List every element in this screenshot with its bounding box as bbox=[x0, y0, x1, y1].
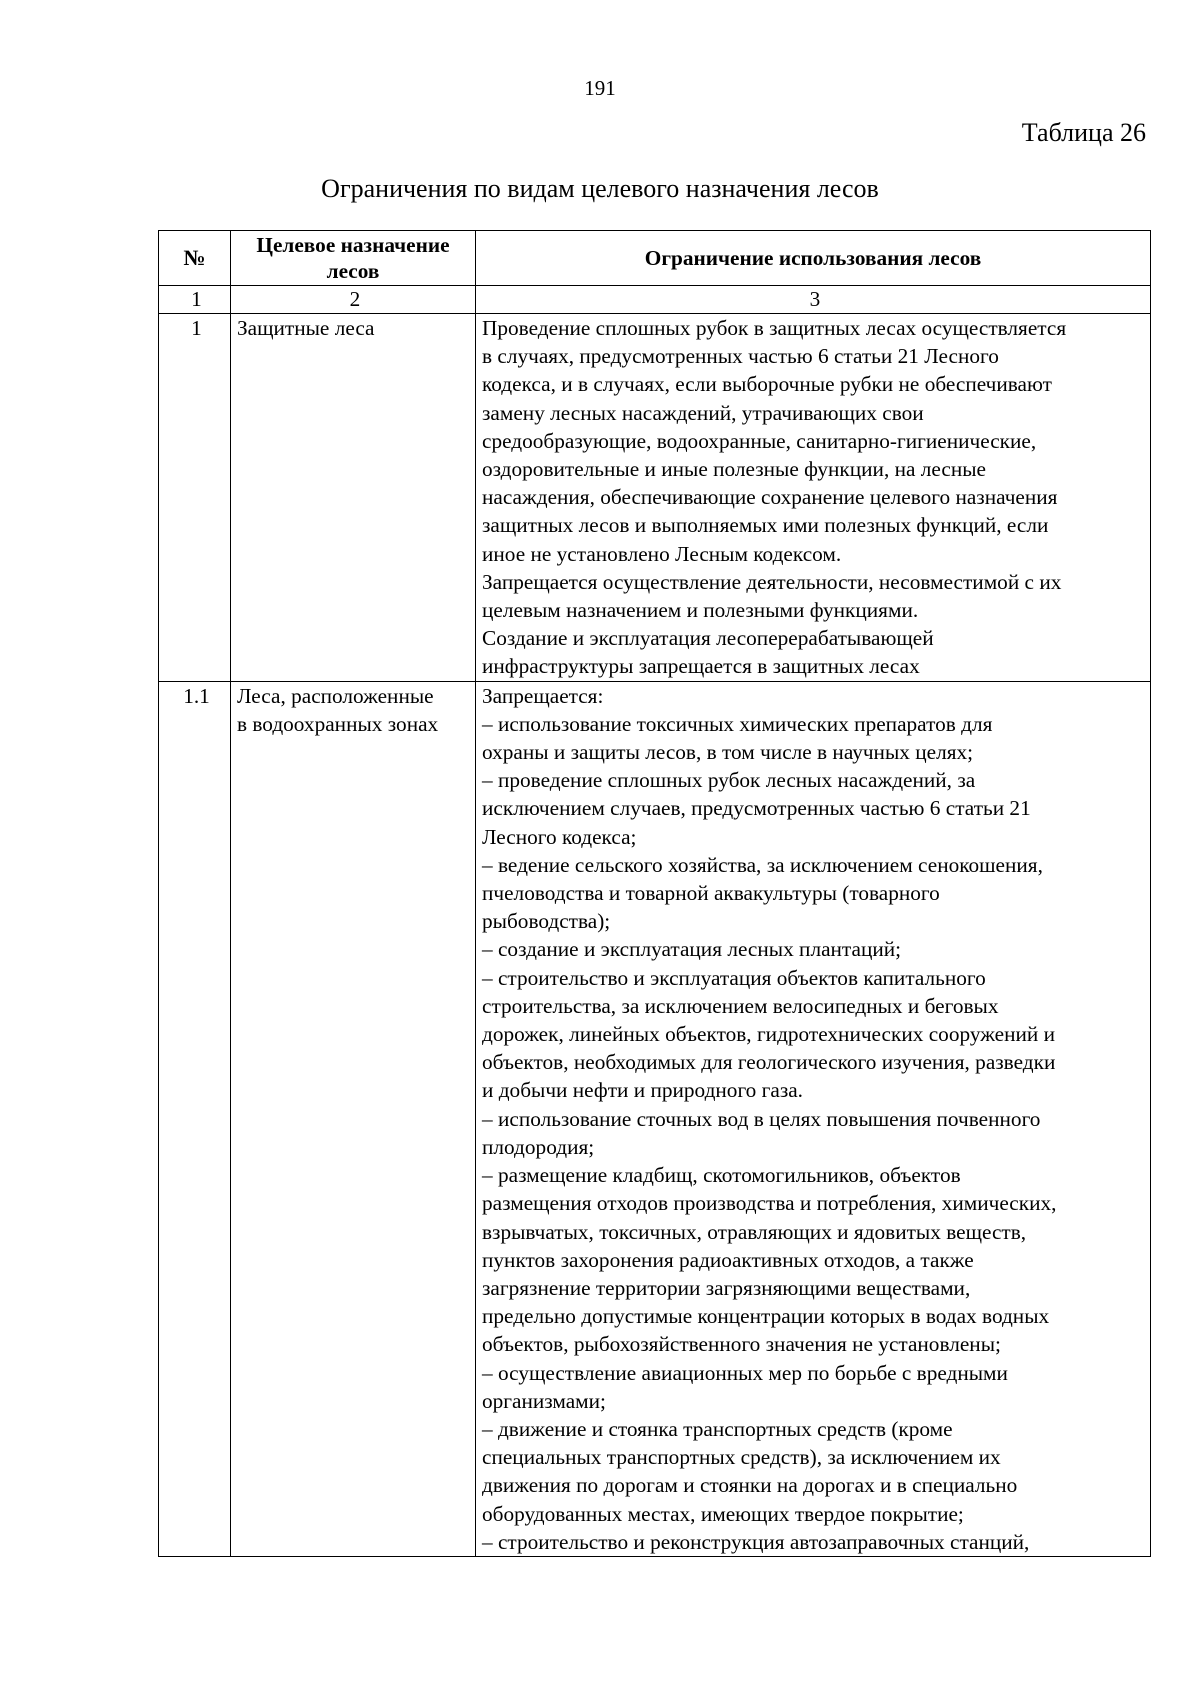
text-line: Защитные леса bbox=[237, 316, 375, 340]
text-line: кодекса, и в случаях, если выборочные рубки не обеспечивают bbox=[482, 372, 1052, 397]
text-line: иное не установлено Лесным кодексом. bbox=[482, 541, 842, 566]
text-line: насаждения, обеспечивающие сохранение целевого назначения bbox=[482, 485, 1058, 510]
text-line: целевым назначением и полезными функциями. bbox=[482, 598, 919, 623]
text-line: средообразующие, водоохранные, санитарно-гигиенические, bbox=[482, 428, 1037, 453]
column-number-3: 3 bbox=[476, 286, 1151, 314]
column-number-row bbox=[159, 286, 1151, 314]
text-line: – создание и эксплуатация лесных плантаций; bbox=[482, 937, 902, 962]
text-line: Запрещается: bbox=[482, 683, 604, 708]
text-line: оборудованных местах, имеющих твердое покрытие; bbox=[482, 1501, 964, 1526]
text-line: инфраструктуры запрещается в защитных лесах bbox=[482, 654, 920, 679]
text-line: рыбоводства); bbox=[482, 909, 611, 934]
header-purpose: Целевое назначение лесов bbox=[231, 231, 476, 286]
text-line: специальных транспортных средств), за исключением их bbox=[482, 1445, 1001, 1470]
row-number: 1 bbox=[159, 314, 231, 682]
text-line: Запрещается осуществление деятельности, несовместимой с их bbox=[482, 569, 1062, 594]
text-line: – проведение сплошных рубок лесных насаждений, за bbox=[482, 768, 976, 793]
table-row bbox=[159, 681, 1151, 1556]
text-line: объектов, необходимых для геологического изучения, разведки bbox=[482, 1050, 1056, 1075]
text-line: – строительство и реконструкция автозаправочных станций, bbox=[482, 1529, 1030, 1554]
text-line: – ведение сельского хозяйства, за исключением сенокошения, bbox=[482, 852, 1043, 877]
text-line: – использование токсичных химических препаратов для bbox=[482, 711, 993, 736]
text-line: замену лесных насаждений, утрачивающих свои bbox=[482, 400, 924, 425]
document-title: Ограничения по видам целевого назначения лесов bbox=[321, 174, 879, 203]
text-line: охраны и защиты лесов, в том числе в научных целях; bbox=[482, 740, 974, 765]
header-restriction: Ограничение использования лесов bbox=[476, 231, 1151, 286]
row-purpose bbox=[231, 314, 476, 682]
table-row bbox=[159, 314, 1151, 682]
row-restriction bbox=[476, 681, 1151, 1556]
text-line: – размещение кладбищ, скотомогильников, объектов bbox=[482, 1163, 961, 1188]
text-line: пчеловодства и товарной аквакультуры (товарного bbox=[482, 881, 940, 906]
text-line: организмами; bbox=[482, 1388, 606, 1413]
text-line: Создание и эксплуатация лесоперерабатывающей bbox=[482, 626, 934, 651]
text-line: Леса, расположенные bbox=[237, 683, 434, 708]
text-line: загрязнение территории загрязняющими веществами, bbox=[482, 1275, 971, 1300]
text-line: – использование сточных вод в целях повышения почвенного bbox=[482, 1106, 1041, 1131]
table-header-row bbox=[159, 231, 1151, 286]
row-purpose bbox=[231, 681, 476, 1556]
text-line: движения по дорогам и стоянки на дорогах и в специально bbox=[482, 1473, 1018, 1498]
text-line: Лесного кодекса; bbox=[482, 824, 637, 849]
text-line: дорожек, линейных объектов, гидротехнических сооружений и bbox=[482, 1022, 1055, 1047]
row-restriction bbox=[476, 314, 1151, 682]
column-number-1: 1 bbox=[159, 286, 231, 314]
restrictions-table bbox=[158, 230, 1151, 1557]
table-label: Таблица 26 bbox=[1021, 118, 1146, 147]
row-number: 1.1 bbox=[159, 681, 231, 1556]
text-line: предельно допустимые концентрации которых в водах водных bbox=[482, 1304, 1050, 1329]
text-line: – осуществление авиационных мер по борьбе с вредными bbox=[482, 1360, 1008, 1385]
text-line: в случаях, предусмотренных частью 6 статьи 21 Лесного bbox=[482, 344, 999, 369]
text-line: – строительство и эксплуатация объектов капитального bbox=[482, 965, 986, 990]
text-line: оздоровительные и иные полезные функции, на лесные bbox=[482, 457, 986, 482]
text-line: плодородия; bbox=[482, 1134, 595, 1159]
header-number: № bbox=[159, 231, 231, 286]
text-line: – движение и стоянка транспортных средств (кроме bbox=[482, 1416, 953, 1441]
text-line: объектов, рыбохозяйственного значения не установлены; bbox=[482, 1332, 1001, 1357]
text-line: Проведение сплошных рубок в защитных лесах осуществляется bbox=[482, 316, 1067, 340]
text-line: пунктов захоронения радиоактивных отходов, а также bbox=[482, 1247, 974, 1272]
text-line: строительства, за исключением велосипедных и беговых bbox=[482, 993, 999, 1018]
column-number-2: 2 bbox=[231, 286, 476, 314]
page-number: 191 bbox=[584, 76, 616, 100]
text-line: размещения отходов производства и потребления, химических, bbox=[482, 1191, 1057, 1216]
text-line: и добычи нефти и природного газа. bbox=[482, 1078, 804, 1103]
text-line: защитных лесов и выполняемых ими полезных функций, если bbox=[482, 513, 1049, 538]
text-line: исключением случаев, предусмотренных частью 6 статьи 21 bbox=[482, 796, 1031, 821]
text-line: в водоохранных зонах bbox=[237, 711, 439, 736]
text-line: взрывчатых, токсичных, отравляющих и ядовитых веществ, bbox=[482, 1219, 1027, 1244]
